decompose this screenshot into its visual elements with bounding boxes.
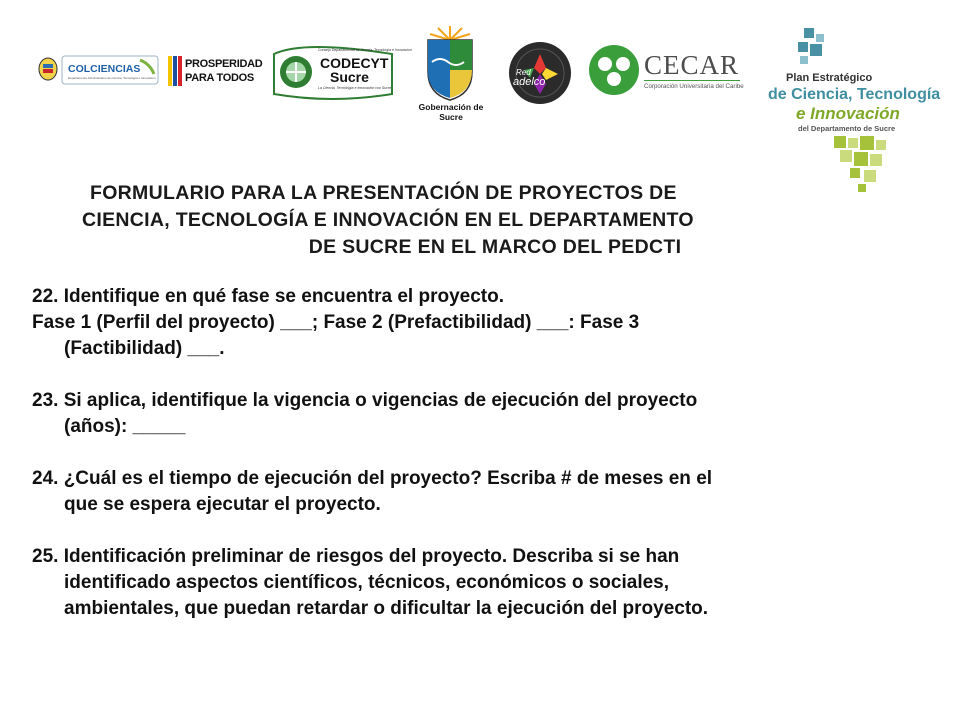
gobernacion-label: Gobernación de Sucre — [418, 102, 484, 122]
question-24-line-2: que se espera ejecutar el proyecto. — [64, 494, 381, 515]
codecyt-logo — [272, 42, 412, 100]
form-title — [70, 180, 920, 261]
red-adelco-line2: adelco — [513, 76, 546, 88]
prosperidad-line2: PARA TODOS — [185, 72, 254, 84]
plan-line3: e Innovación — [796, 104, 900, 123]
colciencias-tagline: Departamento Administrativo de Ciencia, Tecnología e Innovación — [68, 76, 156, 80]
question-23-line-1: 23. Si aplica, identifique la vigencia o vigencias de ejecución del proyecto — [32, 390, 698, 411]
colciencias-logo — [36, 50, 160, 90]
question-24 — [32, 466, 932, 518]
question-24-line-1: 24. ¿Cuál es el tiempo de ejecución del proyecto? Escriba # de meses en el — [32, 468, 713, 489]
colciencias-name: COLCIENCIAS — [68, 63, 141, 75]
question-25 — [32, 544, 932, 622]
title-line-1: FORMULARIO PARA LA PRESENTACIÓN DE PROYECTOS DE — [90, 182, 677, 204]
spacer — [32, 518, 932, 544]
question-25-line-3: ambientales, que puedan retardar o dificultar la ejecución del proyecto. — [64, 598, 709, 619]
question-23 — [32, 388, 932, 440]
title-line-2: CIENCIA, TECNOLOGÍA E INNOVACIÓN EN EL DEPARTAMENTO — [82, 209, 694, 231]
spacer — [32, 362, 932, 388]
gobernacion-sucre-logo — [400, 22, 500, 122]
prosperidad-logo — [168, 54, 263, 88]
red-adelco-line1: Red — [516, 68, 531, 77]
question-22-line-2: Fase 1 (Perfil del proyecto) ___; Fase 2 (Prefactibilidad) ___: Fase 3 — [32, 312, 640, 333]
question-25-line-2: identificado aspectos científicos, técnicos, económicos o sociales, — [64, 572, 670, 593]
plan-line2: de Ciencia, Tecnología — [768, 86, 941, 103]
codecyt-sucre: Sucre — [330, 69, 369, 85]
cecar-emblem-icon — [588, 44, 640, 96]
cecar-logo — [588, 42, 744, 98]
flag-stripes-icon — [168, 56, 182, 86]
plan-estrategico-logo — [764, 28, 948, 194]
cecar-name: CECAR — [644, 50, 740, 80]
title-line-3: DE SUCRE EN EL MARCO DEL PEDCTI — [308, 236, 682, 258]
red-adelco-logo — [506, 40, 574, 106]
codecyt-slogan: La Ciencia, Tecnología e Innovación con Sucre — [318, 86, 392, 90]
codecyt-top-text: Consejo Departamental de Ciencia, Tecnología e Innovación — [318, 48, 412, 52]
logo-header — [0, 0, 960, 195]
prosperidad-line1: PROSPERIDAD — [185, 58, 263, 70]
question-25-line-1: 25. Identificación preliminar de riesgos del proyecto. Describa si se han — [32, 546, 680, 567]
question-22 — [32, 284, 932, 362]
question-23-line-2: (años): _____ — [64, 416, 186, 437]
question-22-line-1: 22. Identifique en qué fase se encuentra el proyecto. — [32, 286, 504, 307]
plan-line4: del Departamento de Sucre — [798, 124, 896, 133]
codecyt-name: CODECYT — [320, 55, 389, 71]
cecar-subtitle: Corporación Universitaria del Caribe — [644, 83, 744, 90]
cecar-rule — [644, 80, 740, 81]
form-questions — [32, 284, 932, 622]
question-22-line-3: (Factibilidad) ___. — [64, 338, 225, 359]
sucre-coat-of-arms-icon — [400, 22, 500, 102]
spacer — [32, 440, 932, 466]
plan-line1: Plan Estratégico — [786, 72, 873, 84]
